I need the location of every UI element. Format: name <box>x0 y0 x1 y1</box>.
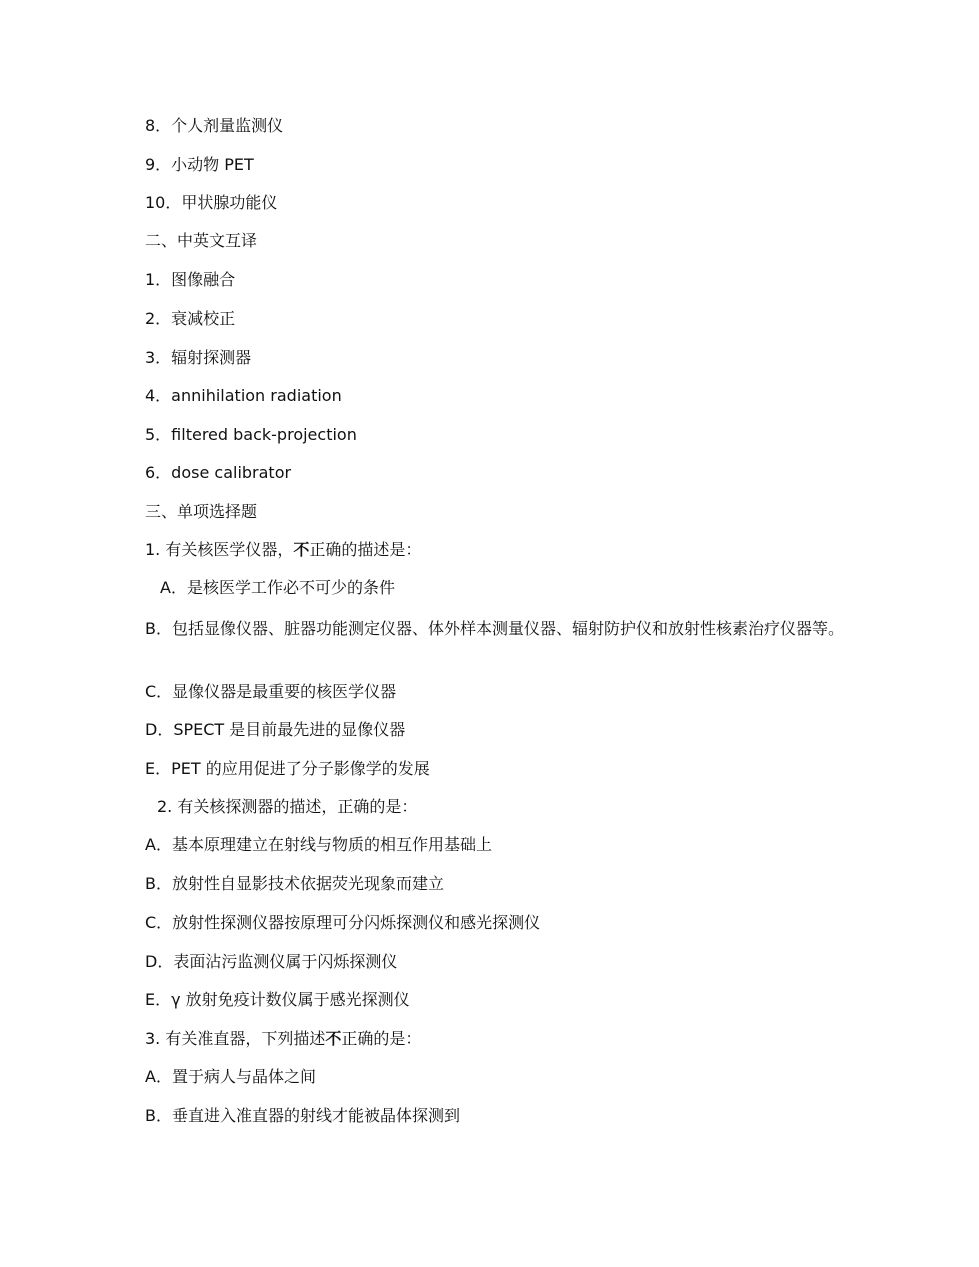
question-2: 2. 有关核探测器的描述，正确的是： <box>157 797 418 816</box>
text-line: 3．辐射探测器 <box>145 348 252 367</box>
text-line: 8．个人剂量监测仪 <box>145 116 284 135</box>
option-line: C．放射性探测仪器按原理可分闪烁探测仪和感光探测仪 <box>145 913 541 932</box>
question-3-bold: 不 <box>325 1029 342 1048</box>
section-heading: 三、单项选择题 <box>145 502 258 521</box>
text-line: 6．dose calibrator <box>145 463 292 482</box>
option-line: D．SPECT 是目前最先进的显像仪器 <box>145 720 406 739</box>
option-line: E．γ 放射免疫计数仪属于感光探测仪 <box>145 990 410 1009</box>
question-3-post: 正确的是： <box>341 1029 422 1048</box>
section-heading: 二、中英文互译 <box>145 231 258 250</box>
text-line: 9．小动物 PET <box>145 155 254 174</box>
option-line: A．是核医学工作必不可少的条件 <box>160 578 395 597</box>
question-1-pre: 1. 有关核医学仪器， <box>145 540 294 559</box>
option-line: E．PET 的应用促进了分子影像学的发展 <box>145 759 430 778</box>
option-line: D．表面沾污监测仪属于闪烁探测仪 <box>145 952 398 971</box>
question-1-post: 正确的描述是： <box>309 540 422 559</box>
question-3 <box>145 1028 421 1050</box>
question-1-bold: 不 <box>293 540 310 559</box>
option-line: C．显像仪器是最重要的核医学仪器 <box>145 682 397 701</box>
question-3-pre: 3. 有关准直器，下列描述 <box>145 1029 326 1048</box>
text-line: 10．甲状腺功能仪 <box>145 193 278 212</box>
text-line: 5．filtered back-projection <box>145 425 357 444</box>
question-1 <box>145 539 421 561</box>
option-line: A．基本原理建立在射线与物质的相互作用基础上 <box>145 835 492 854</box>
option-line: B．垂直进入准直器的射线才能被晶体探测到 <box>145 1106 460 1125</box>
text-line: 4．annihilation radiation <box>145 386 342 405</box>
option-line: B．放射性自显影技术依据荧光现象而建立 <box>145 874 444 893</box>
text-line: 1．图像融合 <box>145 270 236 289</box>
option-line: B．包括显像仪器、脏器功能测定仪器、体外样本测量仪器、辐射防护仪和放射性核素治疗仪器等。 <box>145 619 844 638</box>
text-line: 2．衰减校正 <box>145 309 236 328</box>
option-line: A．置于病人与晶体之间 <box>145 1067 316 1086</box>
